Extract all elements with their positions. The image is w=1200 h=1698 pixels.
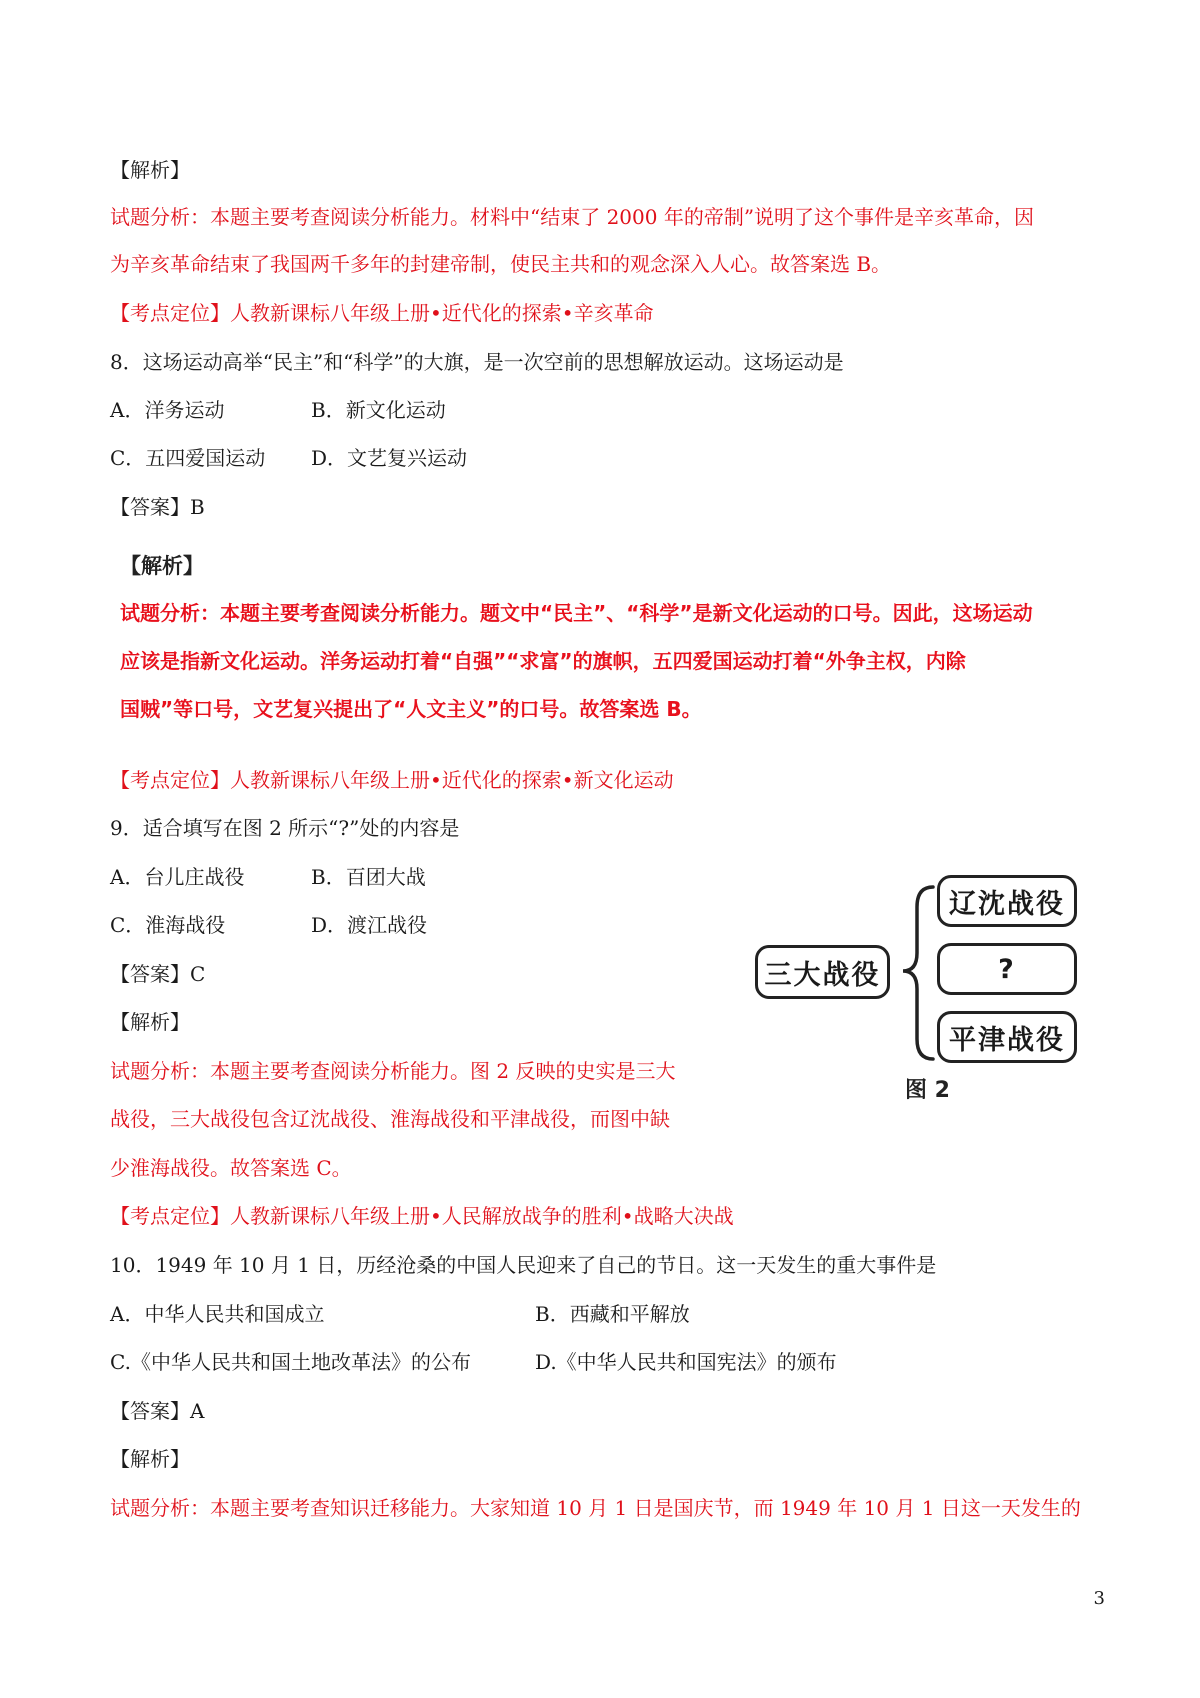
diagram-branch-unknown: ? bbox=[937, 943, 1077, 995]
three-campaigns-diagram bbox=[755, 873, 1085, 1103]
figure-caption: 图 2 bbox=[905, 1078, 950, 1103]
jiexi-heading-10: 【解析】 bbox=[110, 1447, 190, 1471]
question-10-option-d: D.《中华人民共和国宪法》的颁布 bbox=[535, 1350, 837, 1374]
question-9-answer: 【答案】C bbox=[110, 962, 206, 986]
question-9-option-b: B．百团大战 bbox=[311, 865, 426, 889]
question-8-option-d: D．文艺复兴运动 bbox=[311, 446, 468, 470]
question-9-option-a: A．台儿庄战役 bbox=[110, 865, 245, 889]
question-8-option-b: B．新文化运动 bbox=[311, 398, 446, 422]
question-8-answer: 【答案】B bbox=[110, 495, 205, 519]
kaodian-9: 【考点定位】人教新课标八年级上册•人民解放战争的胜利•战略大决战 bbox=[110, 1204, 734, 1228]
question-10-option-c: C.《中华人民共和国土地改革法》的公布 bbox=[110, 1350, 471, 1374]
question-9-option-c: C．淮海战役 bbox=[110, 913, 226, 937]
kaodian-7: 【考点定位】人教新课标八年级上册•近代化的探索•辛亥革命 bbox=[110, 301, 654, 325]
analysis-7-line-1: 试题分析：本题主要考查阅读分析能力。材料中“结束了 2000 年的帝制”说明了这个事件是辛亥革命，因 bbox=[110, 205, 1035, 229]
question-8-option-a: A．洋务运动 bbox=[110, 398, 225, 422]
question-10-answer: 【答案】A bbox=[110, 1399, 205, 1423]
page-number: 3 bbox=[1093, 1588, 1105, 1609]
analysis-8-line-3: 国贼”等口号，文艺复兴提出了“人文主义”的口号。故答案选 B。 bbox=[120, 697, 702, 721]
analysis-8-line-2: 应该是指新文化运动。洋务运动打着“自强”“求富”的旗帜，五四爱国运动打着“外争主权，内除 bbox=[120, 649, 966, 673]
kaodian-8: 【考点定位】人教新课标八年级上册•近代化的探索•新文化运动 bbox=[110, 768, 674, 792]
diagram-root-box: 三大战役 bbox=[755, 945, 890, 999]
question-8-stem: 8．这场运动高举“民主”和“科学”的大旗，是一次空前的思想解放运动。这场运动是 bbox=[110, 350, 844, 374]
jiexi-heading-9: 【解析】 bbox=[110, 1010, 190, 1034]
question-9-stem: 9．适合填写在图 2 所示“?”处的内容是 bbox=[110, 816, 460, 840]
diagram-branch-liaoshen: 辽沈战役 bbox=[937, 875, 1077, 927]
question-10-option-b: B．西藏和平解放 bbox=[535, 1302, 690, 1326]
analysis-9-line-3: 少淮海战役。故答案选 C。 bbox=[110, 1156, 352, 1180]
question-10-stem: 10．1949 年 10 月 1 日，历经沧桑的中国人民迎来了自己的节日。这一天发生的重大事件是 bbox=[110, 1253, 937, 1277]
analysis-7-line-2: 为辛亥革命结束了我国两千多年的封建帝制，使民主共和的观念深入人心。故答案选 B。 bbox=[110, 252, 892, 276]
question-10-option-a: A．中华人民共和国成立 bbox=[110, 1302, 325, 1326]
question-8-option-c: C．五四爱国运动 bbox=[110, 446, 266, 470]
diagram-branch-pingjin: 平津战役 bbox=[937, 1011, 1077, 1063]
question-9-option-d: D．渡江战役 bbox=[311, 913, 428, 937]
jiexi-heading-8: 【解析】 bbox=[120, 554, 204, 578]
analysis-10-line-1: 试题分析：本题主要考查知识迁移能力。大家知道 10 月 1 日是国庆节，而 1949 年 10 月 1 日这一天发生的 bbox=[110, 1496, 1081, 1520]
analysis-9-line-1: 试题分析：本题主要考查阅读分析能力。图 2 反映的史实是三大 bbox=[110, 1059, 676, 1083]
jiexi-heading-7: 【解析】 bbox=[110, 158, 190, 182]
analysis-8-line-1: 试题分析：本题主要考查阅读分析能力。题文中“民主”、“科学”是新文化运动的口号。因此，这场运动 bbox=[120, 601, 1033, 625]
analysis-9-line-2: 战役，三大战役包含辽沈战役、淮海战役和平津战役，而图中缺 bbox=[110, 1107, 670, 1131]
